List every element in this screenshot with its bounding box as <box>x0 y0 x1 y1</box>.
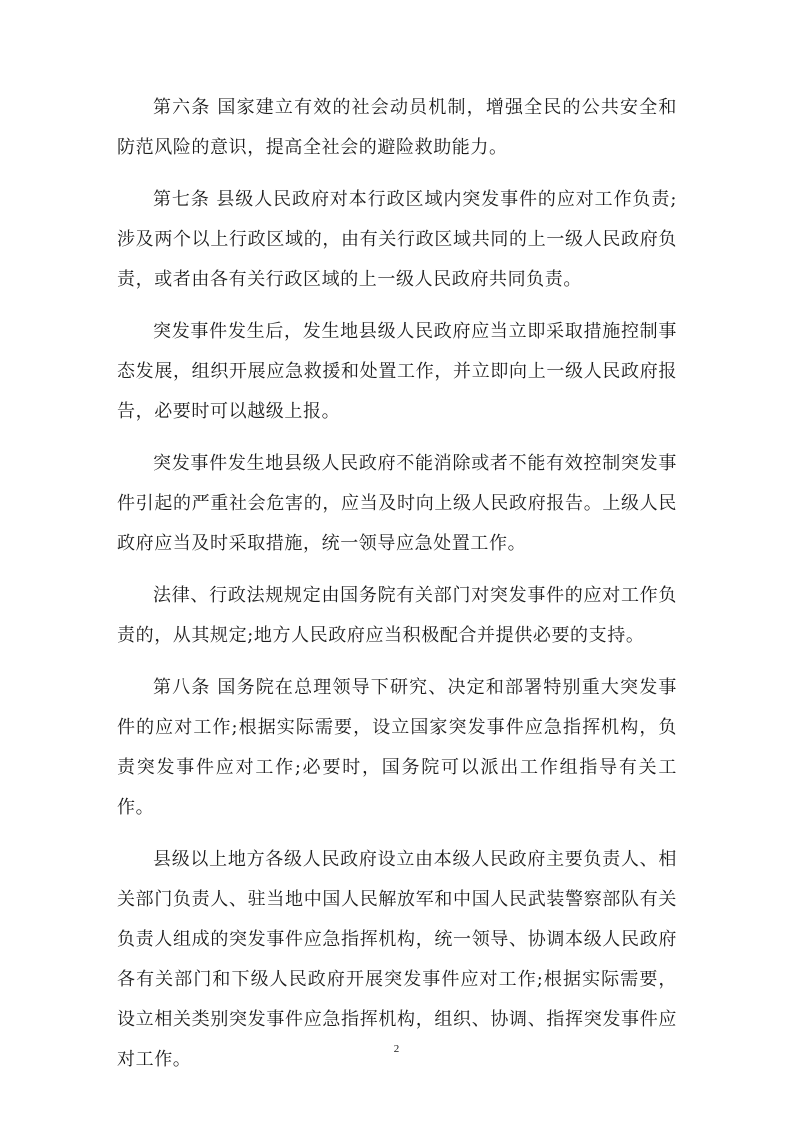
paragraph-article-6: 第六条 国家建立有效的社会动员机制，增强全民的公共安全和防范风险的意识，提高全社会的避险救助能力。 <box>117 97 677 158</box>
paragraph-article-8: 第八条 国务院在总理领导下研究、决定和部署特别重大突发事件的应对工作;根据实际需要，设立国家突发事件应急指挥机构，负责突发事件应对工作;必要时，国务院可以派出工作组指导有关工作。 <box>117 677 677 818</box>
paragraph-article-7-part-2: 突发事件发生后，发生地县级人民政府应当立即采取措施控制事态发展，组织开展应急救援和处置工作，并立即向上一级人民政府报告，必要时可以越级上报。 <box>117 321 677 422</box>
paragraph-article-8-part-2: 县级以上地方各级人民政府设立由本级人民政府主要负责人、相关部门负责人、驻当地中国人民解放军和中国人民武装警察部队有关负责人组成的突发事件应急指挥机构，统一领导、协调本级人民政府各有关部门和下级人民政府开展突发事件应对工作;根据实际需要，设立相关类别突发事件应急指挥机构，组织、协调、指挥突发事件应对工作。 <box>117 849 677 1070</box>
paragraph-article-7-part-4: 法律、行政法规规定由国务院有关部门对突发事件的应对工作负责的，从其规定;地方人民政府应当积极配合并提供必要的支持。 <box>117 585 677 646</box>
document-body <box>117 88 677 1092</box>
paragraph-article-7-part-3: 突发事件发生地县级人民政府不能消除或者不能有效控制突发事件引起的严重社会危害的，应当及时向上级人民政府报告。上级人民政府应当及时采取措施，统一领导应急处置工作。 <box>117 453 677 554</box>
paragraph-article-7: 第七条 县级人民政府对本行政区域内突发事件的应对工作负责;涉及两个以上行政区域的，由有关行政区域共同的上一级人民政府负责，或者由各有关行政区域的上一级人民政府共同负责。 <box>117 189 677 290</box>
page-number: 2 <box>393 1043 400 1055</box>
